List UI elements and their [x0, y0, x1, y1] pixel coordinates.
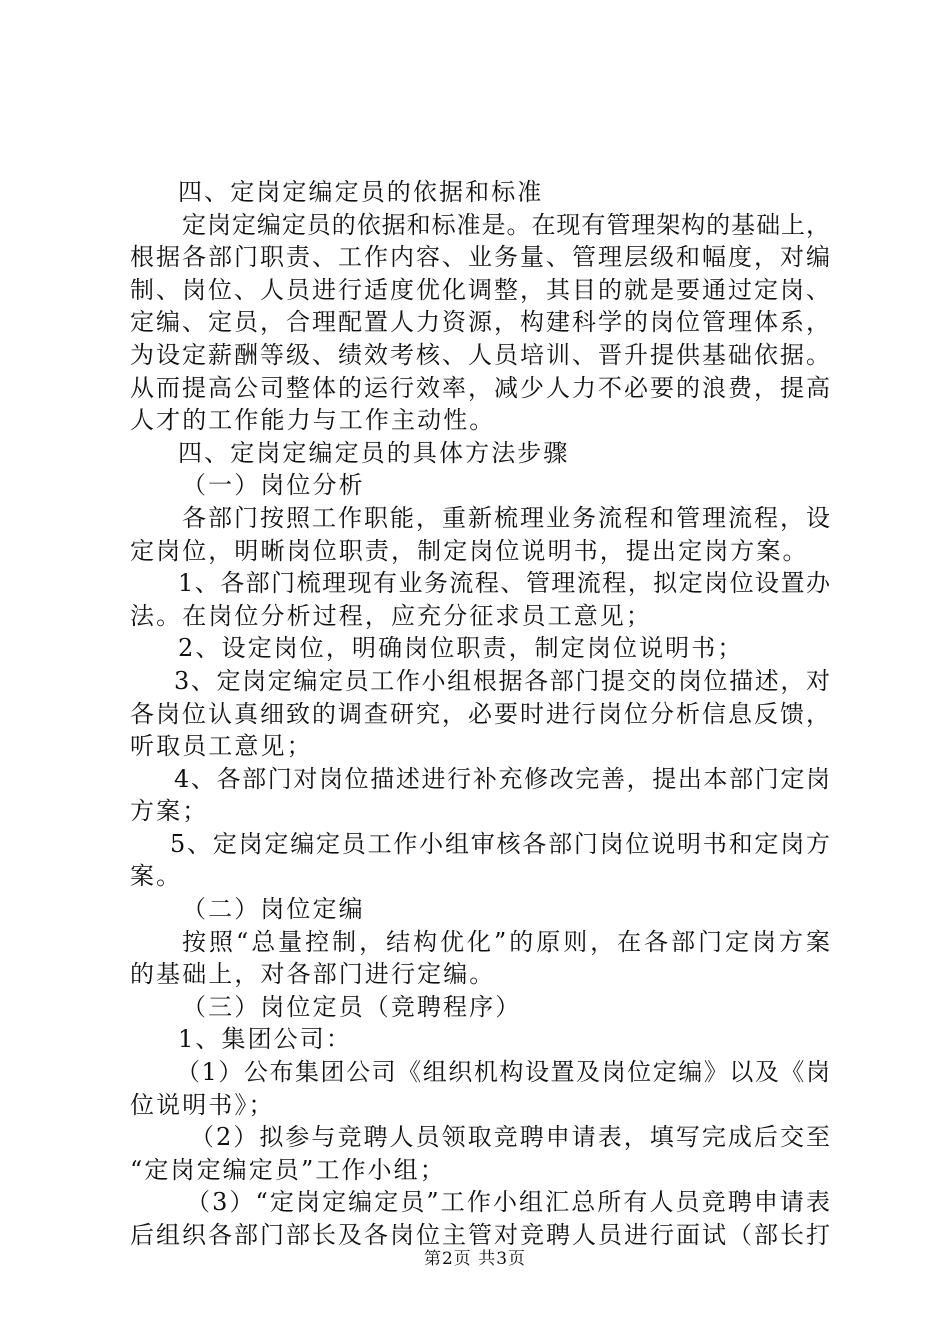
list-item-line: 1、各部门梳理现有业务流程、管理流程，拟定岗位设置办	[178, 569, 830, 598]
list-item-line: 位说明书》；	[130, 1090, 275, 1119]
list-item-line: 3、定岗定编定员工作小组根据各部门提交的岗位描述，对	[174, 666, 830, 695]
list-item-line: 后组织各部门部长及各岗位主管对竞聘人员进行面试（部长打	[130, 1221, 830, 1249]
paragraph-line: 根据各部门职责、工作内容、业务量、管理层级和幅度，对编	[130, 243, 830, 272]
page-number-footer: 第2页 共3页	[423, 1249, 527, 1269]
section-heading: 四、定岗定编定员的具体方法步骤	[178, 438, 570, 467]
paragraph-line: 按照“总量控制，结构优化”的原则，在各部门定岗方案	[182, 927, 830, 956]
paragraph-line: 的基础上，对各部门进行定编。	[130, 960, 496, 989]
list-item-line: （3）“定岗定编定员”工作小组汇总所有人员竞聘申请表	[186, 1188, 830, 1217]
document-body	[130, 176, 830, 1252]
list-item-line: 1、集团公司：	[178, 1025, 352, 1054]
subsection-heading: （一）岗位分析	[182, 471, 365, 500]
paragraph-line: 从而提高公司整体的运行效率，减少人力不必要的浪费，提高	[130, 373, 830, 402]
paragraph-line: 定岗定编定员的依据和标准是。在现有管理架构的基础上，	[182, 210, 830, 239]
paragraph-line: 为设定薪酬等级、绩效考核、人员培训、晋升提供基础依据。	[130, 340, 830, 369]
paragraph-line: 制、岗位、人员进行适度优化调整，其目的就是要通过定岗、	[130, 275, 830, 304]
list-item-line: 5、定岗定编定员工作小组审核各部门岗位说明书和定岗方	[170, 829, 830, 858]
section-heading: 四、定岗定编定员的依据和标准	[178, 178, 544, 206]
list-item-line: 各岗位认真细致的调查研究，必要时进行岗位分析信息反馈，	[130, 699, 830, 728]
list-item-line: （2）拟参与竞聘人员领取竞聘申请表，填写完成后交至	[190, 1123, 830, 1152]
list-item-line: 案。	[130, 862, 183, 891]
paragraph-line: 人才的工作能力与工作主动性。	[130, 406, 496, 435]
list-item-line: 方案；	[130, 797, 209, 826]
paragraph-line: 定岗位，明晰岗位职责，制定岗位说明书，提出定岗方案。	[130, 536, 809, 565]
subsection-heading: （二）岗位定编	[182, 895, 365, 924]
list-item-line: 听取员工意见；	[130, 732, 313, 761]
list-item-line: 4、各部门对岗位描述进行补充修改完善，提出本部门定岗	[174, 764, 830, 793]
paragraph-line: 定编、定员，合理配置人力资源，构建科学的岗位管理体系，	[130, 308, 830, 337]
subsection-heading: （三）岗位定员（竞聘程序）	[182, 992, 522, 1021]
list-item-line: 2、设定岗位，明确岗位职责，制定岗位说明书；	[178, 634, 744, 663]
paragraph-line: 各部门按照工作职能，重新梳理业务流程和管理流程，设	[182, 503, 830, 532]
list-item-line: （1）公布集团公司《组织机构设置及岗位定编》以及《岗	[176, 1058, 830, 1087]
list-item-line: 法。在岗位分析过程，应充分征求员工意见；	[130, 601, 652, 630]
list-item-line: “定岗定编定员”工作小组；	[130, 1155, 446, 1184]
